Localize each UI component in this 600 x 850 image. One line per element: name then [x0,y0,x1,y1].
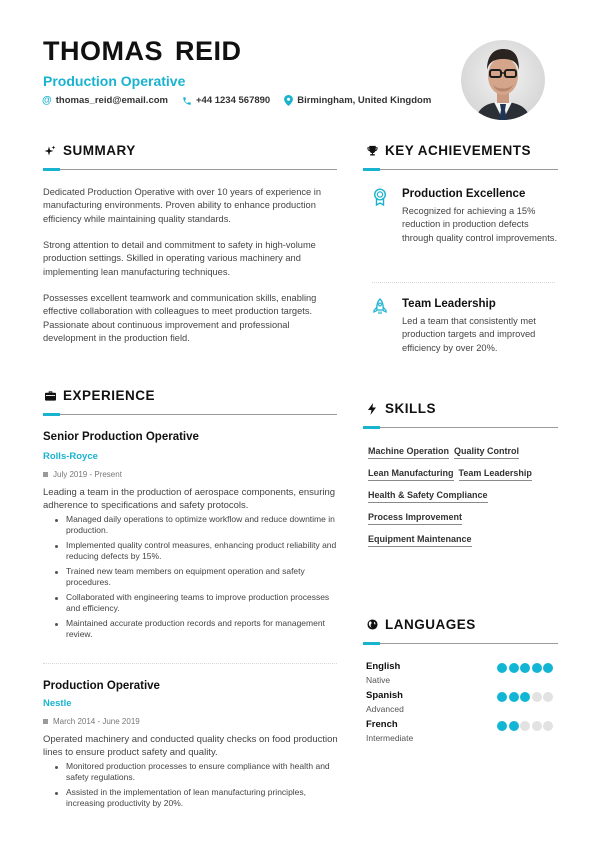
location-text: Birmingham, United Kingdom [297,95,432,106]
job-bullet: Trained new team members on equipment operation and safety procedures. [55,566,345,588]
job-dates-text: March 2014 - June 2019 [53,717,140,726]
skill-tag: Quality Control [454,446,519,459]
candidate-name: THOMAS REID [43,36,242,66]
job-description: Leading a team in the production of aerospace components, ensuring adherence to specifications and safety protocols. [43,487,336,511]
contact-location [284,95,431,106]
skills-list [368,446,563,547]
skill-tag: Team Leadership [459,468,532,481]
job-title: Senior Production Operative [43,431,199,443]
job-title: Production Operative [43,680,160,692]
rating-dot-filled [543,663,553,673]
phone-icon [182,96,192,106]
achievements-title: KEY ACHIEVEMENTS [385,143,532,158]
achievement-description: Recognized for achieving a 15% reduction in production defects through quality control improvements. [402,206,558,243]
language-item [366,719,556,747]
rating-dot-filled [509,663,519,673]
job-dates-text: July 2019 - Present [53,470,122,479]
rating-dot-empty [543,692,553,702]
rating-dot-empty [543,721,553,731]
location-pin-icon [284,95,293,106]
language-item [366,690,556,718]
language-rating [497,692,553,702]
achievements-rule [363,169,558,170]
skill-tag: Lean Manufacturing [368,468,454,481]
rating-dot-filled [520,663,530,673]
rating-dot-empty [532,721,542,731]
achievement-item [372,188,562,258]
achievement-title: Production Excellence [402,188,526,200]
language-level: Intermediate [366,733,414,743]
lightning-icon [366,403,378,415]
contact-phone[interactable] [182,95,270,106]
summary-paragraph-3: Possesses excellent teamwork and communication skills, enabling effective collaboration with colleagues to meet production targets. Passionate about continuous improvement and professional development in the production field. [43,293,317,343]
experience-title: EXPERIENCE [63,388,156,403]
job-bullet: Implemented quality control measures, enhancing product reliability and reducing defects by 15%. [55,540,345,562]
achievement-divider [372,282,555,283]
at-icon: @ [42,95,52,106]
job-divider [43,663,337,664]
rating-dot-filled [520,692,530,702]
trophy-icon [366,145,378,157]
language-rating [497,721,553,731]
job-bullets [55,761,345,813]
experience-heading [44,388,155,403]
job-description: Operated machinery and conducted quality checks on food production lines to ensure product safety and quality. [43,734,338,758]
calendar-icon [43,472,48,477]
language-item [366,661,556,689]
skill-tag: Health & Safety Compliance [368,490,488,503]
contact-bar [42,95,431,106]
email-text: thomas_reid@email.com [55,95,168,106]
calendar-icon [43,719,48,724]
job-bullet: Managed daily operations to optimize workflow and reduce downtime in production. [55,514,345,536]
sparkle-icon [44,145,56,157]
summary-paragraph-1: Dedicated Production Operative with over 10 years of experience in manufacturing environments. Proven ability to enhance production efficiency while maintaining quality standards. [43,187,322,224]
rating-dot-filled [497,663,507,673]
contact-email[interactable] [42,95,168,106]
skills-heading [366,401,436,416]
skill-tag: Machine Operation [368,446,449,459]
rating-dot-filled [497,721,507,731]
candidate-role: Production Operative [43,73,186,89]
job-bullets [55,514,345,644]
language-name: English [366,661,401,672]
job-company: Nestle [43,698,72,709]
job-bullet: Collaborated with engineering teams to improve production processes and efficiency. [55,592,345,614]
rocket-icon [372,298,388,316]
language-rating [497,663,553,673]
award-ribbon-icon [372,188,388,206]
skill-tag: Process Improvement [368,512,462,525]
achievement-title: Team Leadership [402,298,496,310]
experience-rule [43,414,337,415]
language-name: French [366,719,398,730]
achievements-heading [366,143,531,158]
phone-text: +44 1234 567890 [195,95,271,106]
rating-dot-empty [532,692,542,702]
rating-dot-filled [509,692,519,702]
rating-dot-filled [497,692,507,702]
skills-rule [363,427,558,428]
skill-tag: Equipment Maintenance [368,534,472,547]
achievement-description: Led a team that consistently met production targets and improved efficiency by over 20%. [402,316,536,353]
achievement-item [372,298,562,358]
summary-title: SUMMARY [63,143,136,158]
rating-dot-filled [509,721,519,731]
profile-photo [461,40,545,120]
globe-icon [366,619,378,631]
language-level: Native [366,675,391,685]
languages-title: LANGUAGES [385,617,476,632]
summary-paragraph-2: Strong attention to detail and commitment to safety in high-volume production settings. Skilled in operating various machinery and implementing lean manufacturing techniques. [43,240,316,277]
job-dates [43,470,122,479]
job-dates [43,717,140,726]
job-bullet: Assisted in the implementation of lean manufacturing principles, increasing productivity by 20%. [55,787,345,809]
language-level: Advanced [366,704,404,714]
briefcase-icon [44,390,56,402]
languages-heading [366,617,476,632]
languages-rule [363,643,558,644]
job-bullet: Maintained accurate production records and reports for management review. [55,618,345,640]
job-company: Rolls-Royce [43,451,98,462]
rating-dot-empty [520,721,530,731]
language-name: Spanish [366,690,403,701]
rating-dot-filled [532,663,542,673]
summary-rule [43,169,337,170]
job-bullet: Monitored production processes to ensure compliance with health and safety regulations. [55,761,345,783]
skills-title: SKILLS [385,401,437,416]
summary-heading [44,143,136,158]
